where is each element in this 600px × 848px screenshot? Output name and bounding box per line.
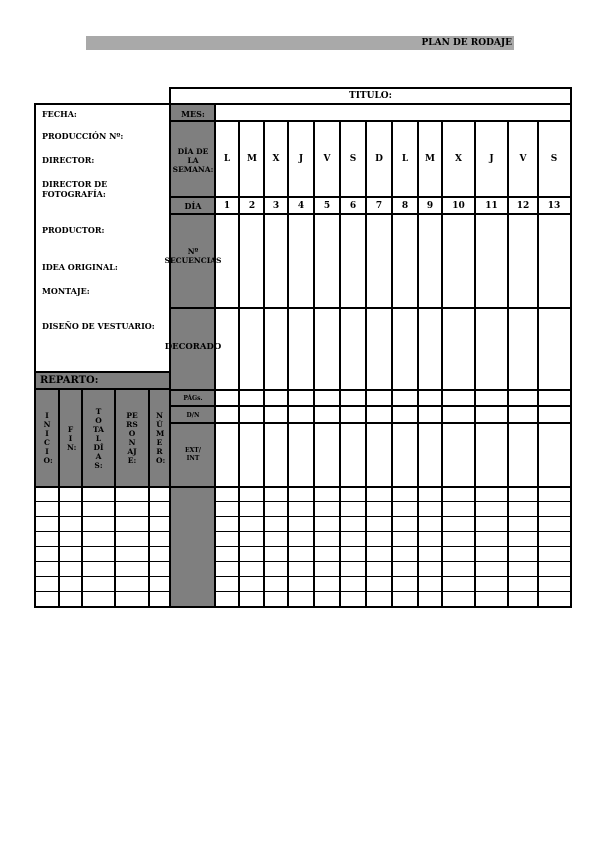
weekday-cell: X <box>272 154 280 164</box>
extint-label: EXT/ INT <box>185 447 201 462</box>
production-number-field[interactable]: PRODUCCIÓN Nº: <box>42 131 124 141</box>
schedule-grid <box>164 103 572 608</box>
start-column-header: INICIO: <box>43 411 53 465</box>
day-number-cell: 12 <box>516 200 530 211</box>
number-column-header: NÚMERO: <box>156 411 166 465</box>
dn-label: D/N <box>186 411 200 419</box>
day-number-cell: 3 <box>272 200 280 211</box>
weekday-cell: L <box>223 154 231 164</box>
cast-table <box>34 371 171 608</box>
day-number-cell: 13 <box>547 200 561 211</box>
day-number-cell: 2 <box>248 200 256 211</box>
weekday-cell: V <box>519 154 527 164</box>
weekday-cell: J <box>489 154 494 164</box>
day-number-cell: 11 <box>485 200 498 211</box>
day-number-cell: 9 <box>426 200 434 211</box>
weekday-cell: M <box>425 154 435 164</box>
day-number-cell: 10 <box>452 200 465 211</box>
day-number-cell: 1 <box>223 200 231 211</box>
weekday-cell: X <box>455 154 462 164</box>
cast-title: REPARTO: <box>40 375 99 386</box>
info-box <box>34 103 171 373</box>
editing-field[interactable]: MONTAJE: <box>42 286 90 296</box>
total-days-column-header: TOTAL DÍAS: <box>93 406 104 470</box>
weekday-cell: S <box>550 154 558 164</box>
pages-label: PÁGs. <box>183 394 203 402</box>
end-column-header: FIN: <box>67 424 77 452</box>
character-column-header: PERSONAJE: <box>126 411 138 465</box>
date-field[interactable]: FECHA: <box>42 109 77 119</box>
day-label: DÍA <box>184 201 202 211</box>
day-number-cell: 8 <box>401 200 409 211</box>
header-banner <box>86 36 514 50</box>
day-number-cell: 7 <box>375 200 383 211</box>
weekday-cell: V <box>323 154 331 164</box>
cinematographer-field[interactable]: DIRECTOR DE FOTOGRAFÍA: <box>42 179 108 199</box>
sequences-label: Nº SECUENCIAS <box>164 247 222 265</box>
weekday-cell: M <box>247 154 257 164</box>
weekday-cell: S <box>349 154 357 164</box>
weekday-cell: D <box>375 154 383 164</box>
costume-design-field[interactable]: DISEÑO DE VESTUARIO: <box>42 321 155 331</box>
weekday-label: DÍA DE LA SEMANA: <box>172 146 214 174</box>
page-title: PLAN DE RODAJE <box>421 38 512 48</box>
weekday-cell: L <box>401 154 409 164</box>
director-field[interactable]: DIRECTOR: <box>42 155 95 165</box>
day-number-cell: 5 <box>323 200 331 211</box>
day-number-cell: 6 <box>349 200 357 211</box>
month-label: MES: <box>181 109 205 119</box>
day-number-cell: 4 <box>297 200 305 211</box>
title-label: TITULO: <box>349 91 392 101</box>
original-idea-field[interactable]: IDEA ORIGINAL: <box>42 262 118 272</box>
producer-field[interactable]: PRODUCTOR: <box>42 225 105 235</box>
set-label: DECORADO <box>164 341 222 352</box>
weekday-cell: J <box>298 154 304 164</box>
